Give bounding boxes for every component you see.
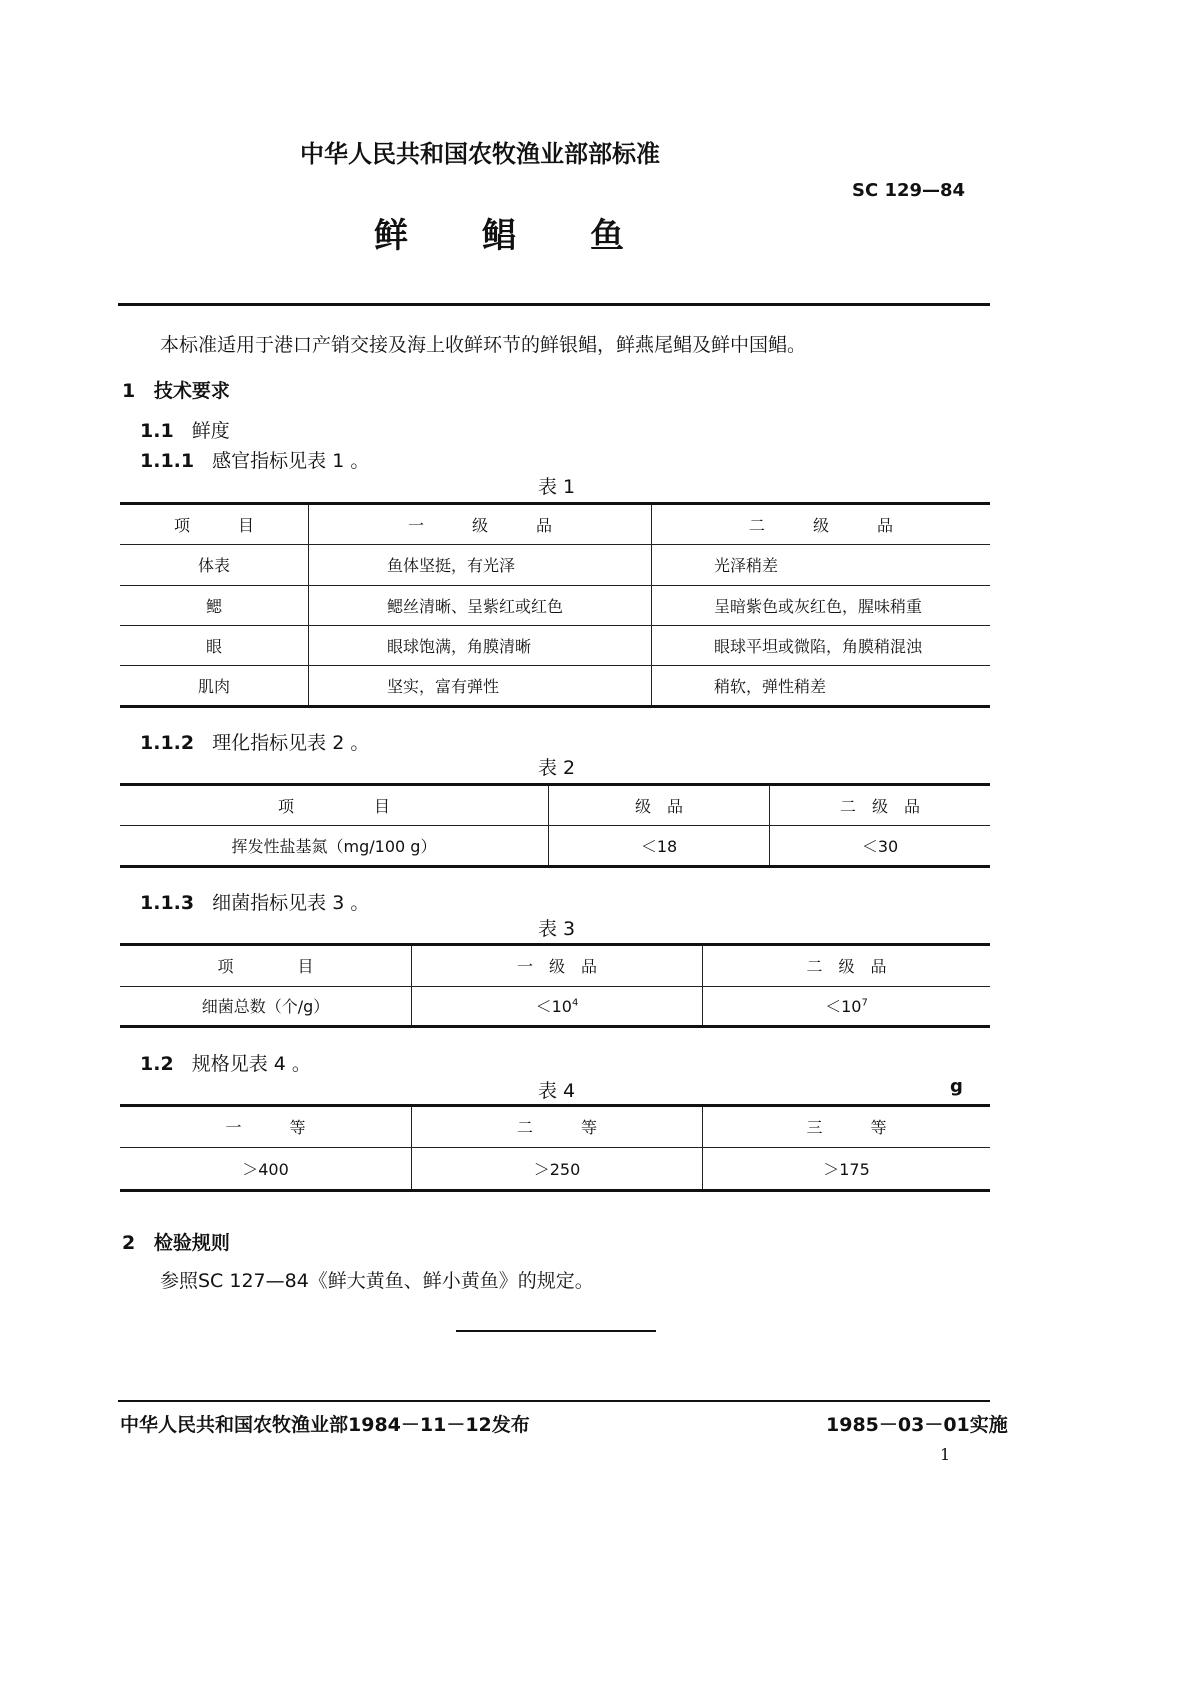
section-title: 规格见表 4 。 (191, 1053, 311, 1075)
table-4 (120, 1107, 990, 1189)
section-title: 鲜度 (191, 420, 230, 442)
grade-1-cell: 鳃丝清晰、呈紫红或红色 (309, 585, 652, 625)
grade-2-cell (703, 986, 991, 1025)
page-number: 1 (940, 1445, 951, 1464)
header-cell: 二 级 品 (652, 505, 991, 544)
table-row (120, 665, 990, 705)
header-cell: 一 级 品 (412, 946, 703, 986)
value-base: ＜10 (535, 997, 572, 1017)
section-2-text: 参照SC 127—84《鲜大黄鱼、鲜小黄鱼》的规定。 (160, 1270, 594, 1292)
header-cell: 二 级 品 (770, 786, 991, 825)
section-title: 技术要求 (153, 380, 230, 402)
section-number: 1.1.2 (140, 732, 195, 754)
section-1-1-1-heading (140, 446, 369, 473)
section-title: 感官指标见表 1 。 (212, 450, 370, 472)
table-header-row (120, 786, 990, 825)
table-2-bottom-rule (120, 865, 990, 868)
grade-2-cell: 稍软，弹性稍差 (652, 665, 991, 705)
org-standard-heading: 中华人民共和国农牧渔业部部标准 (300, 140, 660, 168)
header-cell: 级 品 (549, 786, 770, 825)
section-number: 1.1.3 (140, 892, 195, 914)
issue-date: 中华人民共和国农牧渔业部1984－11－12发布 (120, 1414, 530, 1436)
effective-date: 1985－03－01实施 (826, 1414, 1008, 1436)
grade-2-cell: ＜30 (770, 825, 991, 865)
grade-2-cell: 光泽稍差 (652, 544, 991, 585)
table-header-row (120, 946, 990, 986)
table-3-bottom-rule (120, 1025, 990, 1028)
table-row (120, 625, 990, 665)
document-title: 鲜 鲳 鱼 (374, 216, 626, 256)
table-1 (120, 505, 990, 705)
section-title: 理化指标见表 2 。 (212, 732, 370, 754)
table-1-caption: 表 1 (538, 476, 576, 498)
header-cell: 一 级 品 (309, 505, 652, 544)
table-header-row (120, 505, 990, 544)
section-title: 检验规则 (153, 1232, 230, 1254)
header-cell: 项 目 (120, 505, 309, 544)
grade-2-cell: 呈暗紫色或灰红色，腥味稍重 (652, 585, 991, 625)
header-cell: 二 等 (412, 1107, 703, 1147)
table-2 (120, 786, 990, 865)
grade-1-cell (412, 986, 703, 1025)
grade-1-cell: 眼球饱满，角膜清晰 (309, 625, 652, 665)
section-1-1-heading (140, 416, 230, 443)
table-header-row (120, 1107, 990, 1147)
section-title: 细菌指标见表 3 。 (212, 892, 370, 914)
grade-1-cell: ＜18 (549, 825, 770, 865)
item-cell: 眼 (120, 625, 309, 665)
footer-rule (118, 1400, 990, 1402)
table-2-caption: 表 2 (538, 757, 576, 779)
item-cell: 肌肉 (197, 676, 230, 696)
item-cell: 鳃 (120, 585, 309, 625)
table-row (120, 585, 990, 625)
table-row (120, 544, 990, 585)
table-4-bottom-rule (120, 1189, 990, 1192)
item-cell: 挥发性盐基氮（mg/100 g） (231, 836, 437, 856)
item-cell: 细菌总数（个/g） (201, 997, 330, 1017)
value-base: ＜10 (825, 997, 862, 1017)
grade-cell: ＞400 (242, 1159, 289, 1179)
section-number: 1 (122, 380, 136, 402)
value-exponent: 7 (861, 997, 868, 1009)
grade-1-cell: 坚实，富有弹性 (309, 665, 652, 705)
title-rule (118, 303, 990, 306)
header-cell: 三 等 (703, 1107, 991, 1147)
table-row (120, 1147, 990, 1189)
end-rule (456, 1330, 656, 1332)
scope-paragraph: 本标准适用于港口产销交接及海上收鲜环节的鲜银鲳，鲜燕尾鲳及鲜中国鲳。 (160, 334, 807, 356)
table-row (120, 986, 990, 1025)
grade-2-cell: 眼球平坦或微陷，角膜稍混浊 (652, 625, 991, 665)
section-1-1-2-heading (140, 728, 369, 755)
section-1-1-3-heading (140, 888, 369, 915)
section-number: 1.1 (140, 420, 174, 442)
table-1-bottom-rule (120, 705, 990, 708)
item-cell: 体表 (120, 544, 309, 585)
header-cell: 一 等 (120, 1107, 412, 1147)
table-4-unit: g (950, 1076, 963, 1097)
section-1-heading (122, 376, 230, 403)
header-cell: 项 目 (120, 946, 412, 986)
grade-1-cell: 鱼体坚挺，有光泽 (309, 544, 652, 585)
standard-code: SC 129—84 (852, 180, 966, 201)
section-1-2-heading (140, 1049, 311, 1076)
table-row (120, 825, 990, 865)
table-4-caption: 表 4 (538, 1080, 576, 1102)
table-3 (120, 946, 990, 1025)
table-3-caption: 表 3 (538, 918, 576, 940)
value-exponent: 4 (572, 997, 579, 1009)
grade-cell: ＞250 (412, 1147, 703, 1189)
section-number: 1.2 (140, 1053, 174, 1075)
section-number: 2 (122, 1232, 136, 1254)
grade-cell: ＞175 (703, 1147, 991, 1189)
header-cell: 二 级 品 (703, 946, 991, 986)
section-number: 1.1.1 (140, 450, 195, 472)
header-cell: 项 目 (120, 786, 549, 825)
section-2-heading (122, 1228, 230, 1255)
